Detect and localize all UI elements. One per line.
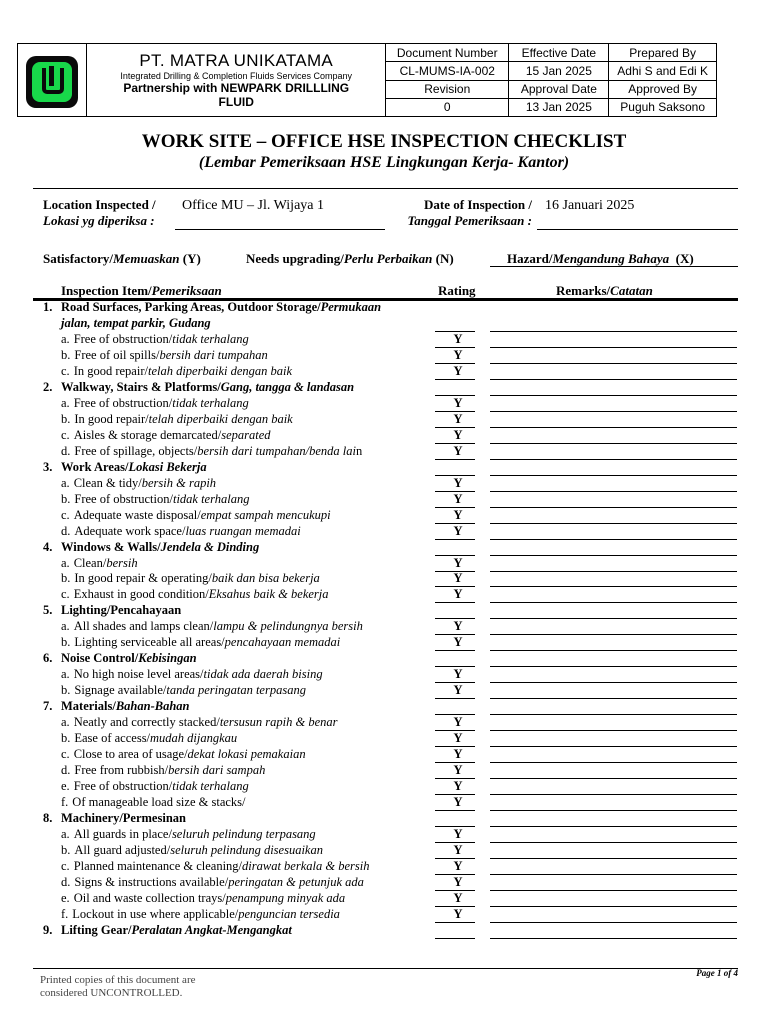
checklist-item: a. All guards in place/seluruh pelindung terpasang (61, 827, 316, 841)
checklist-section: 5. Lighting/Pencahayaan (43, 603, 182, 618)
col-header-item: Inspection Item/Pemeriksaan (61, 283, 222, 298)
checklist-item: d. Adequate work space/luas ruangan memadai (61, 523, 301, 538)
location-value[interactable]: Office MU – Jl. Wijaya 1 (182, 198, 325, 213)
checklist-item: c. Exhaust in good condition/Eksahus baik & bekerja (61, 587, 329, 602)
rating-value[interactable]: Y (453, 874, 463, 889)
remarks-underline[interactable] (490, 826, 737, 827)
page-title: WORK SITE – OFFICE HSE INSPECTION CHECKLIST (141, 131, 627, 152)
checklist-section: 2. Walkway, Stairs & Platforms/Gang, tangga & landasan (43, 379, 355, 394)
remarks-underline[interactable] (490, 794, 737, 795)
remarks-underline[interactable] (490, 666, 737, 667)
checklist-item: f. Of manageable load size & stacks/ (61, 795, 246, 810)
remarks-underline[interactable] (490, 730, 737, 731)
checklist-section: jalan, tempat parkir, Gudang (61, 315, 211, 330)
checklist-section: 9. Lifting Gear/Peralatan Angkat-Mengangkat (43, 922, 292, 937)
remarks-underline[interactable] (490, 331, 737, 332)
rating-underline (435, 922, 475, 923)
doc-number-value: CL-MUMS-IA-002 (386, 62, 509, 80)
checklist-item: c. Planned maintenance & cleaning/dirawat berkala & bersih (61, 858, 370, 873)
legend-needs-upgrading: Needs upgrading/Perlu Perbaikan (N) (246, 251, 454, 266)
company-logo (18, 44, 87, 117)
effective-date-value: 15 Jan 2025 (509, 62, 609, 80)
rating-value[interactable]: Y (453, 763, 463, 778)
remarks-underline[interactable] (490, 858, 737, 859)
remarks-underline[interactable] (490, 938, 737, 939)
remarks-underline[interactable] (490, 475, 737, 476)
company-info (87, 44, 386, 117)
page-number: Page 1 of 4 (696, 968, 738, 978)
rating-underline (435, 459, 475, 460)
rating-value[interactable]: Y (453, 475, 463, 490)
checklist-item: b. Ease of access/mudah dijangkau (61, 731, 238, 746)
checklist-item: e. Oil and waste collection trays/penampung minyak ada (61, 890, 346, 905)
remarks-underline[interactable] (490, 443, 737, 444)
checklist-item: f. Lockout in use where applicable/penguncian tersedia (61, 906, 340, 921)
company-partnership: Partnership with NEWPARK DRILLLING FLUID (123, 81, 350, 109)
rating-value[interactable]: Y (453, 363, 463, 378)
checklist-item: d. Signs & instructions available/peringatan & petunjuk ada (61, 874, 364, 889)
rating-underline (435, 938, 475, 939)
remarks-underline[interactable] (490, 634, 737, 635)
revision-value: 0 (386, 98, 509, 116)
remarks-underline[interactable] (490, 778, 737, 779)
col-header-rating: Rating (438, 283, 476, 298)
checklist-item: c. Close to area of usage/dekat lokasi pemakaian (61, 747, 306, 762)
rating-underline (435, 539, 475, 540)
remarks-underline[interactable] (490, 491, 737, 492)
checklist-item: b. In good repair/telah diperbaiki dengan baik (61, 411, 293, 426)
prepared-by-label: Prepared By (609, 44, 717, 62)
checklist-section: 1. Road Surfaces, Parking Areas, Outdoor Storage/Permukaan (43, 300, 382, 314)
rating-value[interactable]: Y (453, 395, 463, 410)
remarks-underline[interactable] (490, 363, 737, 364)
rating-value[interactable]: Y (453, 443, 463, 458)
revision-label: Revision (386, 80, 509, 98)
prepared-by-value: Adhi S and Edi K (609, 62, 717, 80)
remarks-underline[interactable] (490, 571, 737, 572)
checklist-item: c. Aisles & storage demarcated/separated (61, 427, 271, 442)
remarks-underline[interactable] (490, 874, 737, 875)
remarks-underline[interactable] (490, 650, 737, 651)
checklist-item: a. Clean/bersih (61, 555, 138, 570)
rating-value[interactable]: Y (453, 523, 463, 538)
rating-value[interactable]: Y (453, 619, 463, 634)
remarks-underline[interactable] (490, 555, 737, 556)
divider (33, 188, 738, 189)
checklist-section: 6. Noise Control/Kebisingan (43, 651, 197, 666)
page-subtitle: (Lembar Pemeriksaan HSE Lingkungan Kerja- Kantor) (198, 154, 570, 171)
checklist-item: c. In good repair/telah diperbaiki dengan baik (61, 363, 293, 378)
approval-date-value: 13 Jan 2025 (509, 98, 609, 116)
checklist-item: b. All guard adjusted/seluruh pelindung disesuaikan (61, 842, 323, 857)
effective-date-label: Effective Date (509, 44, 609, 62)
checklist-section: 7. Materials/Bahan-Bahan (43, 699, 190, 714)
rating-value[interactable]: Y (453, 715, 463, 730)
checklist-section: 8. Machinery/Permesinan (43, 811, 186, 826)
company-name: PT. MATRA UNIKATAMA (139, 51, 334, 70)
legend-hazard: Hazard/Mengandung Bahaya (X) (507, 251, 694, 266)
date-value[interactable]: 16 Januari 2025 (545, 198, 635, 213)
remarks-underline[interactable] (490, 459, 737, 460)
legend-satisfactory: Satisfactory/Memuaskan (Y) (43, 251, 201, 266)
checklist-item: a. Neatly and correctly stacked/tersusun rapih & benar (61, 715, 338, 730)
rating-underline (435, 379, 475, 380)
checklist-item: b. Free of oil spills/bersih dari tumpahan (61, 347, 268, 362)
rating-value[interactable]: Y (453, 906, 463, 921)
rating-value[interactable]: Y (453, 858, 463, 873)
rating-value[interactable]: Y (453, 731, 463, 746)
checklist-item: b. In good repair & operating/baik dan bisa bekerja (61, 571, 320, 586)
checklist-item: e. Free of obstruction/tidak terhalang (61, 779, 249, 794)
checklist-item: b. Signage available/tanda peringatan terpasang (61, 683, 306, 698)
checklist-item: a. All shades and lamps clean/lampu & pelindungnya bersih (61, 619, 363, 634)
legend-underline (490, 266, 738, 267)
checklist-item: a. Free of obstruction/tidak terhalang (61, 331, 249, 346)
checklist-item: b. Free of obstruction/tidak terhalang (61, 491, 250, 506)
checklist-item: d. Free from rubbish/bersih dari sampah (61, 763, 266, 778)
approved-by-value: Puguh Saksono (609, 98, 717, 116)
rating-value[interactable]: Y (453, 842, 463, 857)
rating-underline (435, 602, 475, 603)
checklist-item: b. Lighting serviceable all areas/pencahayaan memadai (61, 635, 341, 650)
checklist-section: 3. Work Areas/Lokasi Bekerja (43, 459, 207, 474)
rating-underline (435, 698, 475, 699)
doc-number-label: Document Number (386, 44, 509, 62)
rating-value[interactable]: Y (453, 635, 463, 650)
date-underline (537, 229, 738, 230)
rating-value[interactable]: Y (453, 555, 463, 570)
rating-underline (435, 810, 475, 811)
remarks-underline[interactable] (490, 682, 737, 683)
remarks-underline[interactable] (490, 618, 737, 619)
rating-value[interactable]: Y (453, 747, 463, 762)
rating-value[interactable]: Y (453, 795, 463, 810)
remarks-underline[interactable] (490, 347, 737, 348)
rating-value[interactable]: Y (453, 827, 463, 841)
remarks-underline[interactable] (490, 586, 737, 587)
rating-underline (435, 650, 475, 651)
document-header-table (17, 43, 717, 117)
remarks-underline[interactable] (490, 507, 737, 508)
remarks-underline[interactable] (490, 539, 737, 540)
rating-value[interactable]: Y (453, 411, 463, 426)
remarks-underline[interactable] (490, 379, 737, 380)
checklist-item: c. Adequate waste disposal/empat sampah mencukupi (61, 507, 331, 522)
rating-value[interactable]: Y (453, 507, 463, 522)
rating-value[interactable]: Y (453, 683, 463, 698)
approved-by-label: Approved By (609, 80, 717, 98)
remarks-underline[interactable] (490, 922, 737, 923)
rating-value[interactable]: Y (453, 331, 463, 346)
date-label: Date of Inspection / Tanggal Pemeriksaan : (407, 197, 532, 228)
remarks-underline[interactable] (490, 762, 737, 763)
approval-date-label: Approval Date (509, 80, 609, 98)
remarks-underline[interactable] (490, 890, 737, 891)
checklist-item: a. Free of obstruction/tidak terhalang (61, 395, 249, 410)
remarks-underline[interactable] (490, 714, 737, 715)
rating-value[interactable]: Y (453, 779, 463, 794)
footer-divider (33, 968, 738, 969)
rating-value[interactable]: Y (453, 347, 463, 362)
col-header-remarks: Remarks/Catatan (556, 283, 653, 298)
rating-value[interactable]: Y (453, 491, 463, 506)
location-label: Location Inspected / Lokasi yg diperiksa : (43, 197, 156, 228)
remarks-underline[interactable] (490, 906, 737, 907)
rating-value[interactable]: Y (453, 427, 463, 442)
remarks-underline[interactable] (490, 698, 737, 699)
remarks-underline[interactable] (490, 746, 737, 747)
remarks-underline[interactable] (490, 523, 737, 524)
checklist-item: d. Free of spillage, objects/bersih dari tumpahan/benda lain (61, 443, 363, 458)
company-subtitle: Integrated Drilling & Completion Fluids Services Company (120, 71, 353, 81)
rating-value[interactable]: Y (453, 890, 463, 905)
rating-value[interactable]: Y (453, 587, 463, 602)
checklist-item: a. No high noise level areas/tidak ada daerah bising (61, 667, 323, 682)
remarks-underline[interactable] (490, 411, 737, 412)
remarks-underline[interactable] (490, 395, 737, 396)
checklist-item: a. Clean & tidy/bersih & rapih (61, 475, 217, 490)
rating-value[interactable]: Y (453, 571, 463, 586)
rating-value[interactable]: Y (453, 667, 463, 682)
uncontrolled-note: Printed copies of this document are considered UNCONTROLLED. (40, 974, 196, 999)
checklist-section: 4. Windows & Walls/Jendela & Dinding (43, 539, 260, 554)
remarks-underline[interactable] (490, 842, 737, 843)
remarks-underline[interactable] (490, 602, 737, 603)
remarks-underline[interactable] (490, 427, 737, 428)
remarks-underline[interactable] (490, 810, 737, 811)
location-underline (175, 229, 385, 230)
